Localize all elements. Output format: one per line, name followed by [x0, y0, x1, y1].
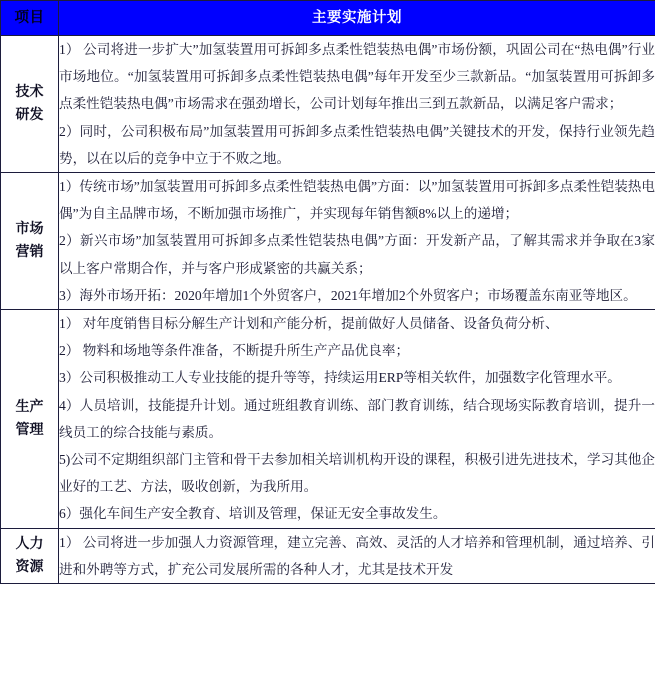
row-label-line: 管理 — [15, 421, 44, 438]
row-content-production-management — [59, 310, 655, 529]
row-label-line: 技术 — [15, 84, 44, 101]
row-label-production-management — [1, 310, 59, 529]
row-label-line: 人力 — [15, 536, 44, 553]
row-label-technology-rd — [1, 36, 59, 173]
row-content-technology-rd — [59, 36, 655, 173]
column-header-item: 项目 — [1, 1, 59, 36]
plan-paragraph: 3）海外市场开拓：2020年增加1个外贸客户，2021年增加2个外贸客户；市场覆盖东南亚等地区。 — [59, 287, 637, 303]
table-row — [1, 310, 655, 529]
row-label-line: 资源 — [15, 558, 44, 575]
table-row — [1, 528, 655, 583]
row-label-line: 研发 — [15, 107, 44, 123]
plan-paragraph: 1） 对年度销售目标分解生产计划和产能分析，提前做好人员储备、设备负荷分析、 — [59, 316, 559, 332]
row-label-human-resources — [1, 528, 59, 583]
row-label-line: 市场 — [15, 221, 44, 238]
table-row — [1, 36, 655, 173]
row-label-line: 营销 — [15, 244, 44, 261]
table-body — [1, 36, 655, 584]
plan-paragraph: 2）同时，公司积极布局”加氢装置用可拆卸多点柔性铠装热电偶”关键技术的开发，保持行业领先趋势，以在以后的竞争中立于不败之地。 — [59, 123, 655, 166]
plan-paragraph: 2）新兴市场”加氢装置用可拆卸多点柔性铠装热电偶”方面：开发新产品，了解其需求并争取在3家以上客户常期合作，并与客户形成紧密的共赢关系； — [59, 233, 655, 276]
plan-paragraph: 1） 公司将进一步扩大”加氢装置用可拆卸多点柔性铠装热电偶”市场份额，巩固公司在“热电偶”行业市场地位。“加氢装置用可拆卸多点柔性铠装热电偶”每年开发至少三款新品。“加氢装置用可拆卸多点柔性铠装热电偶”市场需求在强劲增长，公司计划每年推出三到五款新品，以满足客户需求； — [59, 42, 655, 112]
plan-paragraph: 4）人员培训，技能提升计划。通过班组教育训练、部门教育训练，结合现场实际教育培训，提升一线员工的综合技能与素质。 — [59, 397, 655, 440]
plan-paragraph: 2） 物料和场地等条件准备，不断提升所生产产品优良率； — [59, 343, 410, 359]
table-row — [1, 173, 655, 310]
plan-paragraph: 1）传统市场”加氢装置用可拆卸多点柔性铠装热电偶”方面：以”加氢装置用可拆卸多点柔性铠装热电偶”为自主品牌市场，不断加强市场推广，并实现每年销售额8%以上的递增； — [59, 179, 655, 222]
row-label-line: 生产 — [15, 399, 44, 416]
row-label-market-sales — [1, 173, 59, 310]
plan-paragraph: 1） 公司将进一步加强人力资源管理，建立完善、高效、灵活的人才培养和管理机制，通过培养、引进和外聘等方式，扩充公司发展所需的各种人才，尤其是技术开发 — [59, 534, 655, 577]
table-header — [1, 1, 655, 36]
plan-paragraph: 6）强化车间生产安全教育、培训及管理，保证无安全事故发生。 — [59, 506, 447, 522]
plan-paragraph: 3）公司积极推动工人专业技能的提升等等，持续运用ERP等相关软件，加强数字化管理水平。 — [59, 370, 621, 386]
table-header-row — [1, 1, 655, 36]
plan-paragraph: 5)公司不定期组织部门主管和骨干去参加相关培训机构开设的课程，积极引进先进技术，学习其他企业好的工艺、方法，吸收创新，为我所用。 — [59, 452, 655, 495]
row-content-human-resources — [59, 528, 655, 583]
column-header-plan: 主要实施计划 — [59, 1, 655, 36]
row-content-market-sales — [59, 173, 655, 310]
